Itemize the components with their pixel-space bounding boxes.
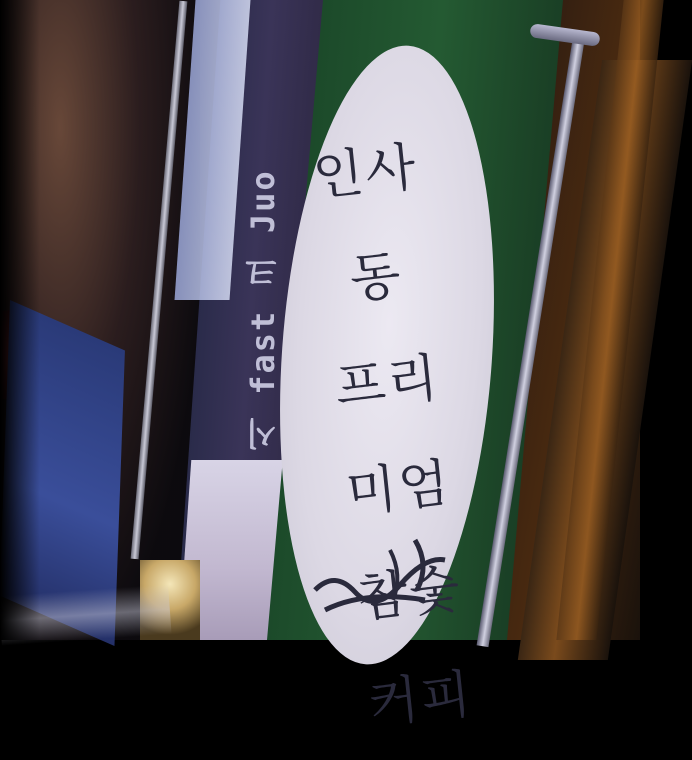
sign-line-2: 프리미엄 <box>332 347 454 525</box>
side-sign-text: 시 fast 크 Juo <box>244 169 282 450</box>
sign-line-3: 참숯커피 <box>354 558 476 735</box>
dark-vignette <box>0 0 40 640</box>
sign-line-1: 인사동 <box>310 137 421 311</box>
coffee-cup-drawing <box>305 520 455 630</box>
